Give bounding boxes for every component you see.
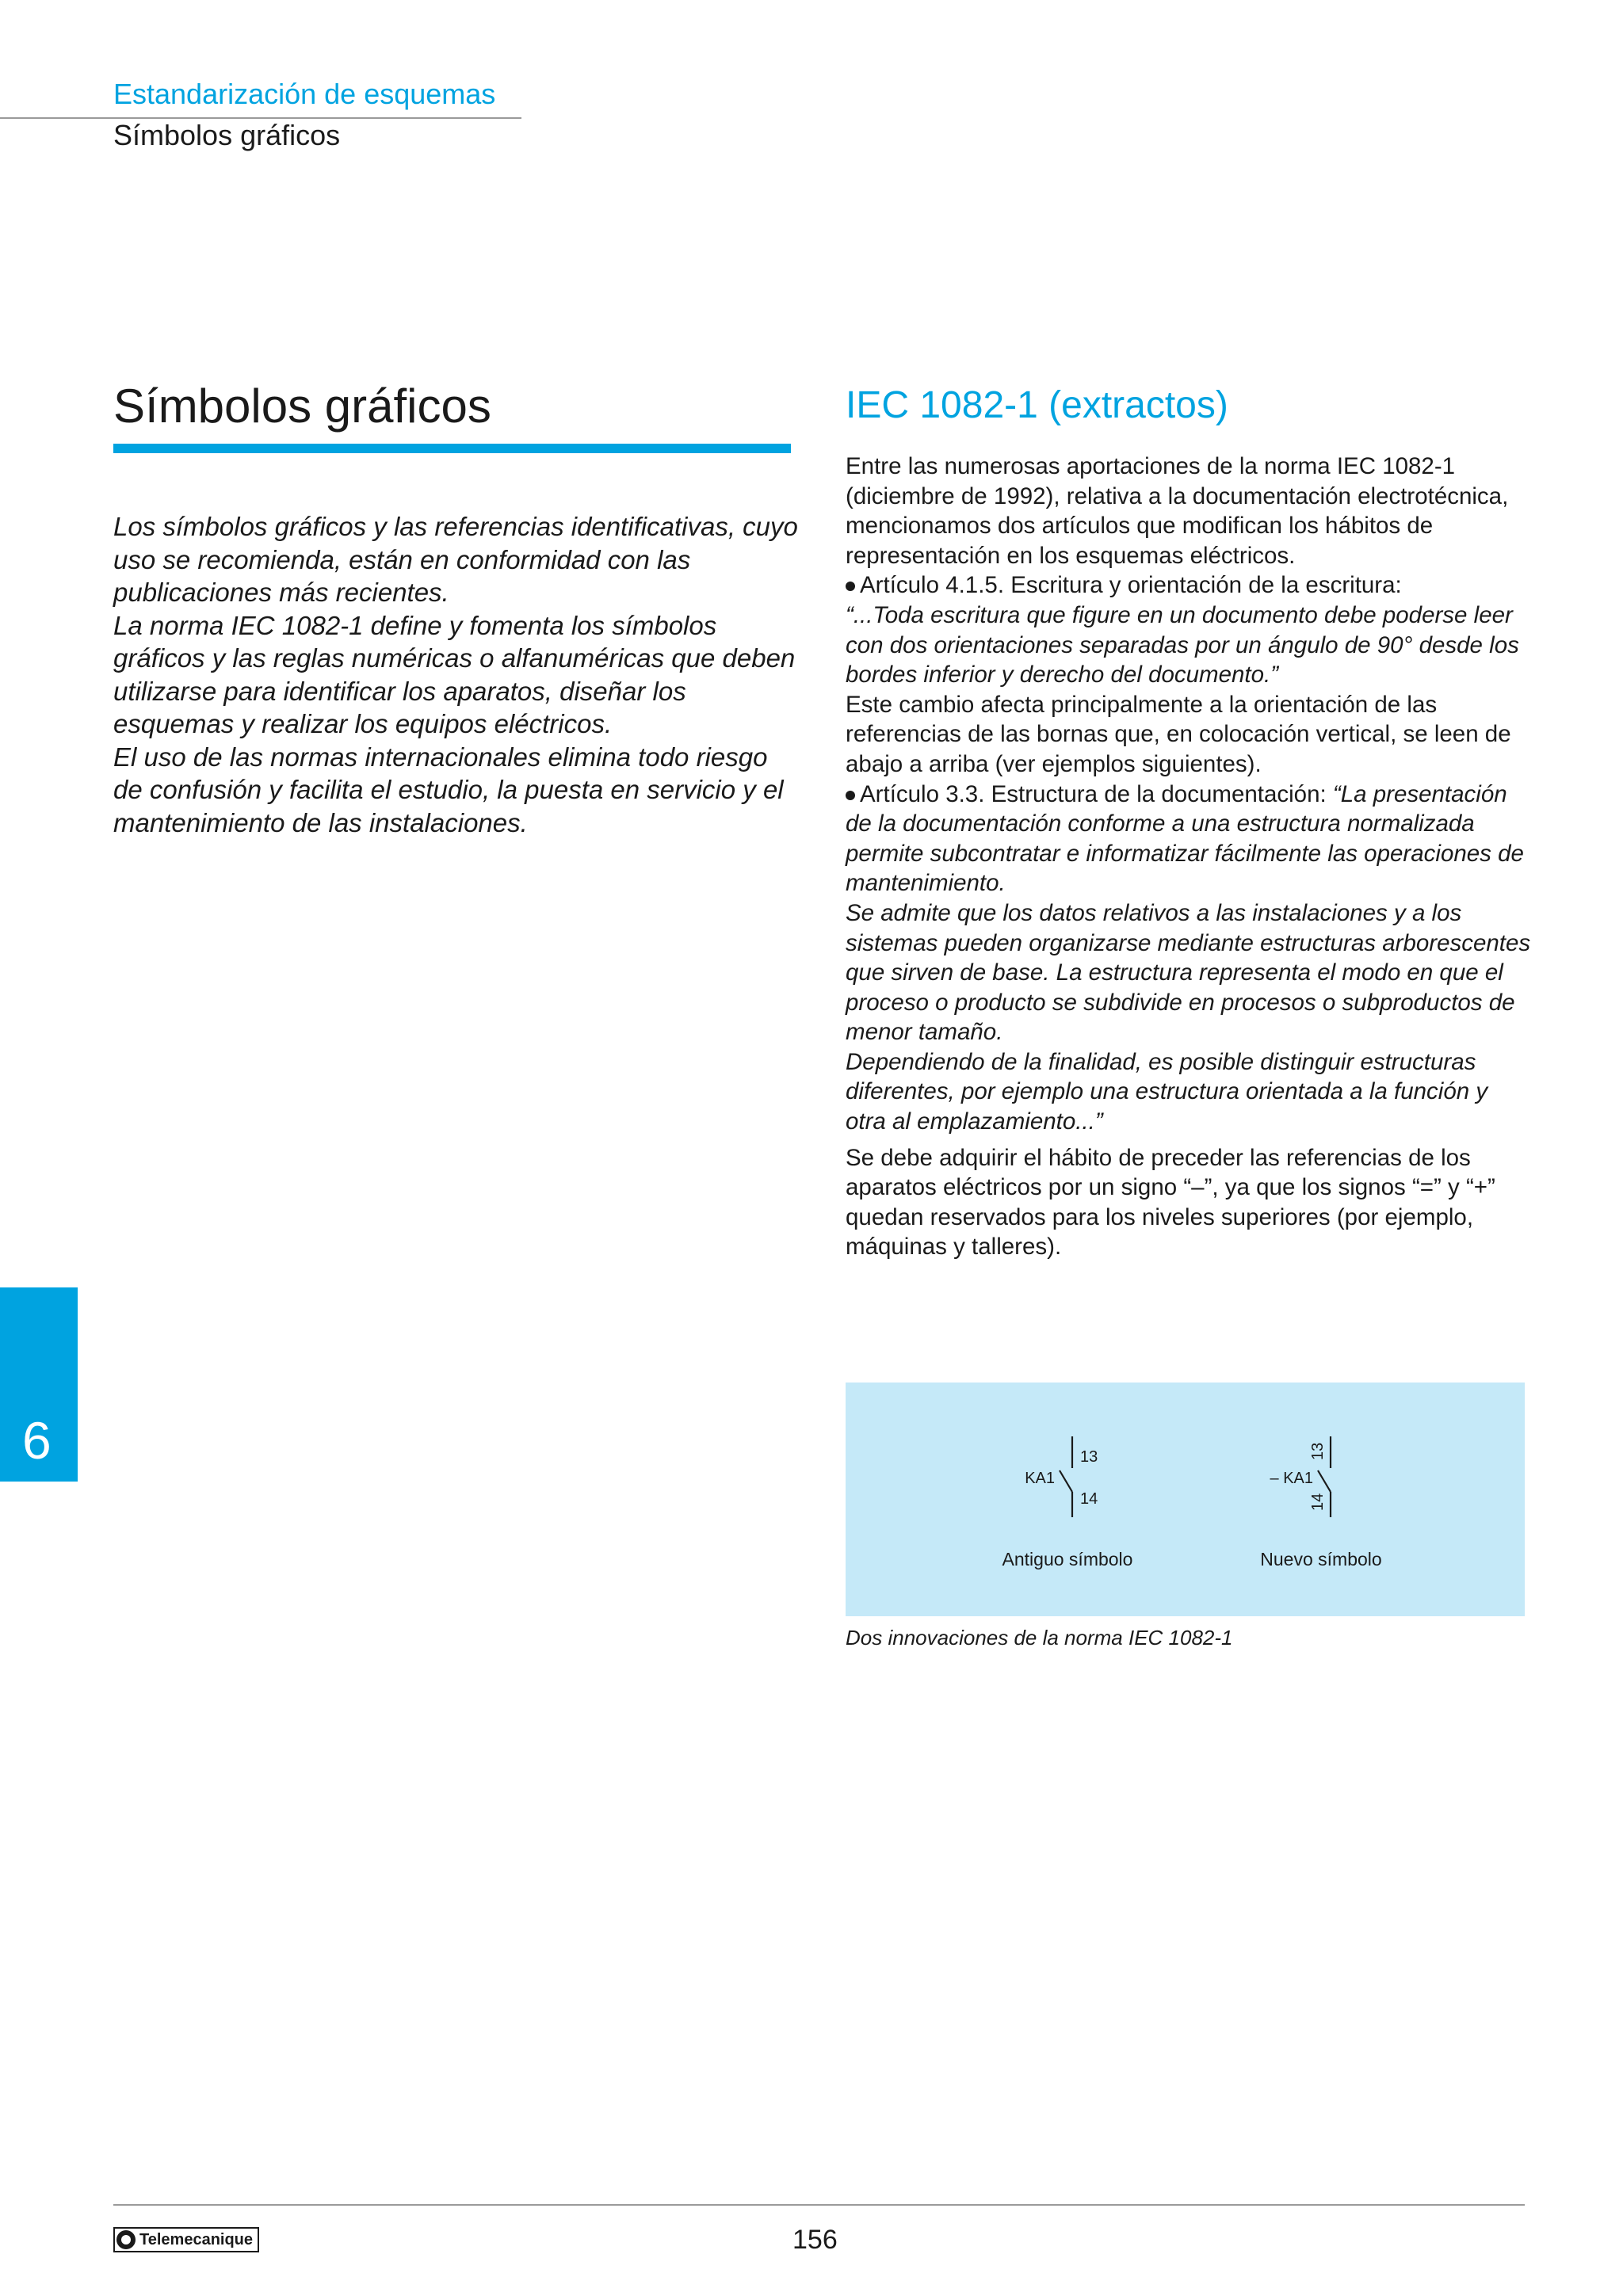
logo-icon	[116, 2230, 136, 2249]
title-underline-bar	[113, 444, 791, 453]
article-quote: Se admite que los datos relativos a las instalaciones y a los sistemas pueden organizarse mediante estructuras arborescentes que sirven de base. La estructura representa el modo en que el proceso o producto se subdivide en procesos o subproductos de menor tamaño.	[846, 899, 1531, 1046]
intro-text	[113, 510, 799, 839]
new-terminal-bottom: 14	[1309, 1493, 1327, 1511]
new-symbol-label: Nuevo símbolo	[1260, 1549, 1382, 1569]
old-terminal-top: 13	[1080, 1448, 1098, 1466]
brand-logo	[113, 2227, 259, 2252]
old-contact-symbol	[1002, 1436, 1133, 1569]
contact-blade-line	[1318, 1470, 1331, 1492]
article-quote: Dependiendo de la finalidad, es posible distinguir estructuras diferentes, por ejemplo una estructura orientada a la función y otra al emplazamiento...”	[846, 1048, 1488, 1135]
figure-caption: Dos innovaciones de la norma IEC 1082-1	[846, 1626, 1233, 1650]
old-device-ref: KA1	[1025, 1470, 1055, 1487]
body-paragraph: Este cambio afecta principalmente a la orientación de las referencias de las bornas que, en colocación vertical, se leen de abajo a arriba (ver ejemplos siguientes).	[846, 691, 1511, 777]
intro-paragraph: El uso de las normas internacionales elimina todo riesgo de confusión y facilita el estudio, la puesta en servicio y el mantenimiento de las instalaciones.	[113, 742, 784, 837]
new-contact-symbol	[1260, 1436, 1381, 1569]
page-title: Símbolos gráficos	[113, 379, 491, 433]
header-subsection-title: Símbolos gráficos	[113, 119, 341, 151]
contact-blade-line	[1060, 1470, 1072, 1492]
chapter-number: 6	[22, 1411, 52, 1470]
section-heading: IEC 1082-1 (extractos)	[846, 384, 1228, 426]
article-label: Artículo 4.1.5. Escritura y orientación de la escritura:	[860, 572, 1402, 599]
header-section-title: Estandarización de esquemas	[113, 78, 496, 110]
bullet-icon	[846, 791, 855, 800]
contact-symbols-figure	[846, 1383, 1525, 1616]
bullet-icon	[846, 582, 855, 591]
new-device-ref: – KA1	[1270, 1470, 1313, 1487]
body-paragraph: Entre las numerosas aportaciones de la norma IEC 1082-1 (diciembre de 1992), relativa a la documentación electrotécnica, mencionamos dos artículos que modifican los hábitos de representación en los esquemas eléctricos.	[846, 453, 1509, 569]
article-label: Artículo 3.3. Estructura de la documentación:	[860, 780, 1327, 807]
intro-paragraph: Los símbolos gráficos y las referencias identificativas, cuyo uso se recomienda, están en conformidad con las publicaciones más recientes.	[113, 512, 798, 607]
old-terminal-bottom: 14	[1080, 1490, 1098, 1508]
new-terminal-top: 13	[1309, 1442, 1327, 1460]
body-paragraph: Se debe adquirir el hábito de preceder las referencias de los aparatos eléctricos por un signo “–”, ya que los signos “=” y “+” quedan reservados para los niveles superiores (por ejemplo, máquinas y talleres).	[846, 1144, 1495, 1261]
footer-divider	[113, 2204, 1525, 2206]
article-item	[846, 570, 1531, 601]
brand-name: Telemecanique	[139, 2230, 254, 2248]
article-quote: “...Toda escritura que figure en un documento debe poderse leer con dos orientaciones separadas por un ángulo de 90° desde los bordes inferior y derecho del documento.”	[846, 601, 1519, 688]
page-number: 156	[792, 2225, 838, 2255]
article-quote: “La presentación de la documentación conforme a una estructura normalizada permite subcontratar e informatizar fácilmente las operaciones de mantenimiento.	[846, 780, 1524, 897]
body-text	[846, 452, 1531, 1262]
intro-paragraph: La norma IEC 1082-1 define y fomenta los símbolos gráficos y las reglas numéricas o alfanuméricas que deben utilizarse para identificar los aparatos, diseñar los esquemas y realizar los equipos eléctricos.	[113, 610, 796, 738]
old-symbol-label: Antiguo símbolo	[1002, 1549, 1133, 1569]
article-item	[846, 780, 1531, 898]
